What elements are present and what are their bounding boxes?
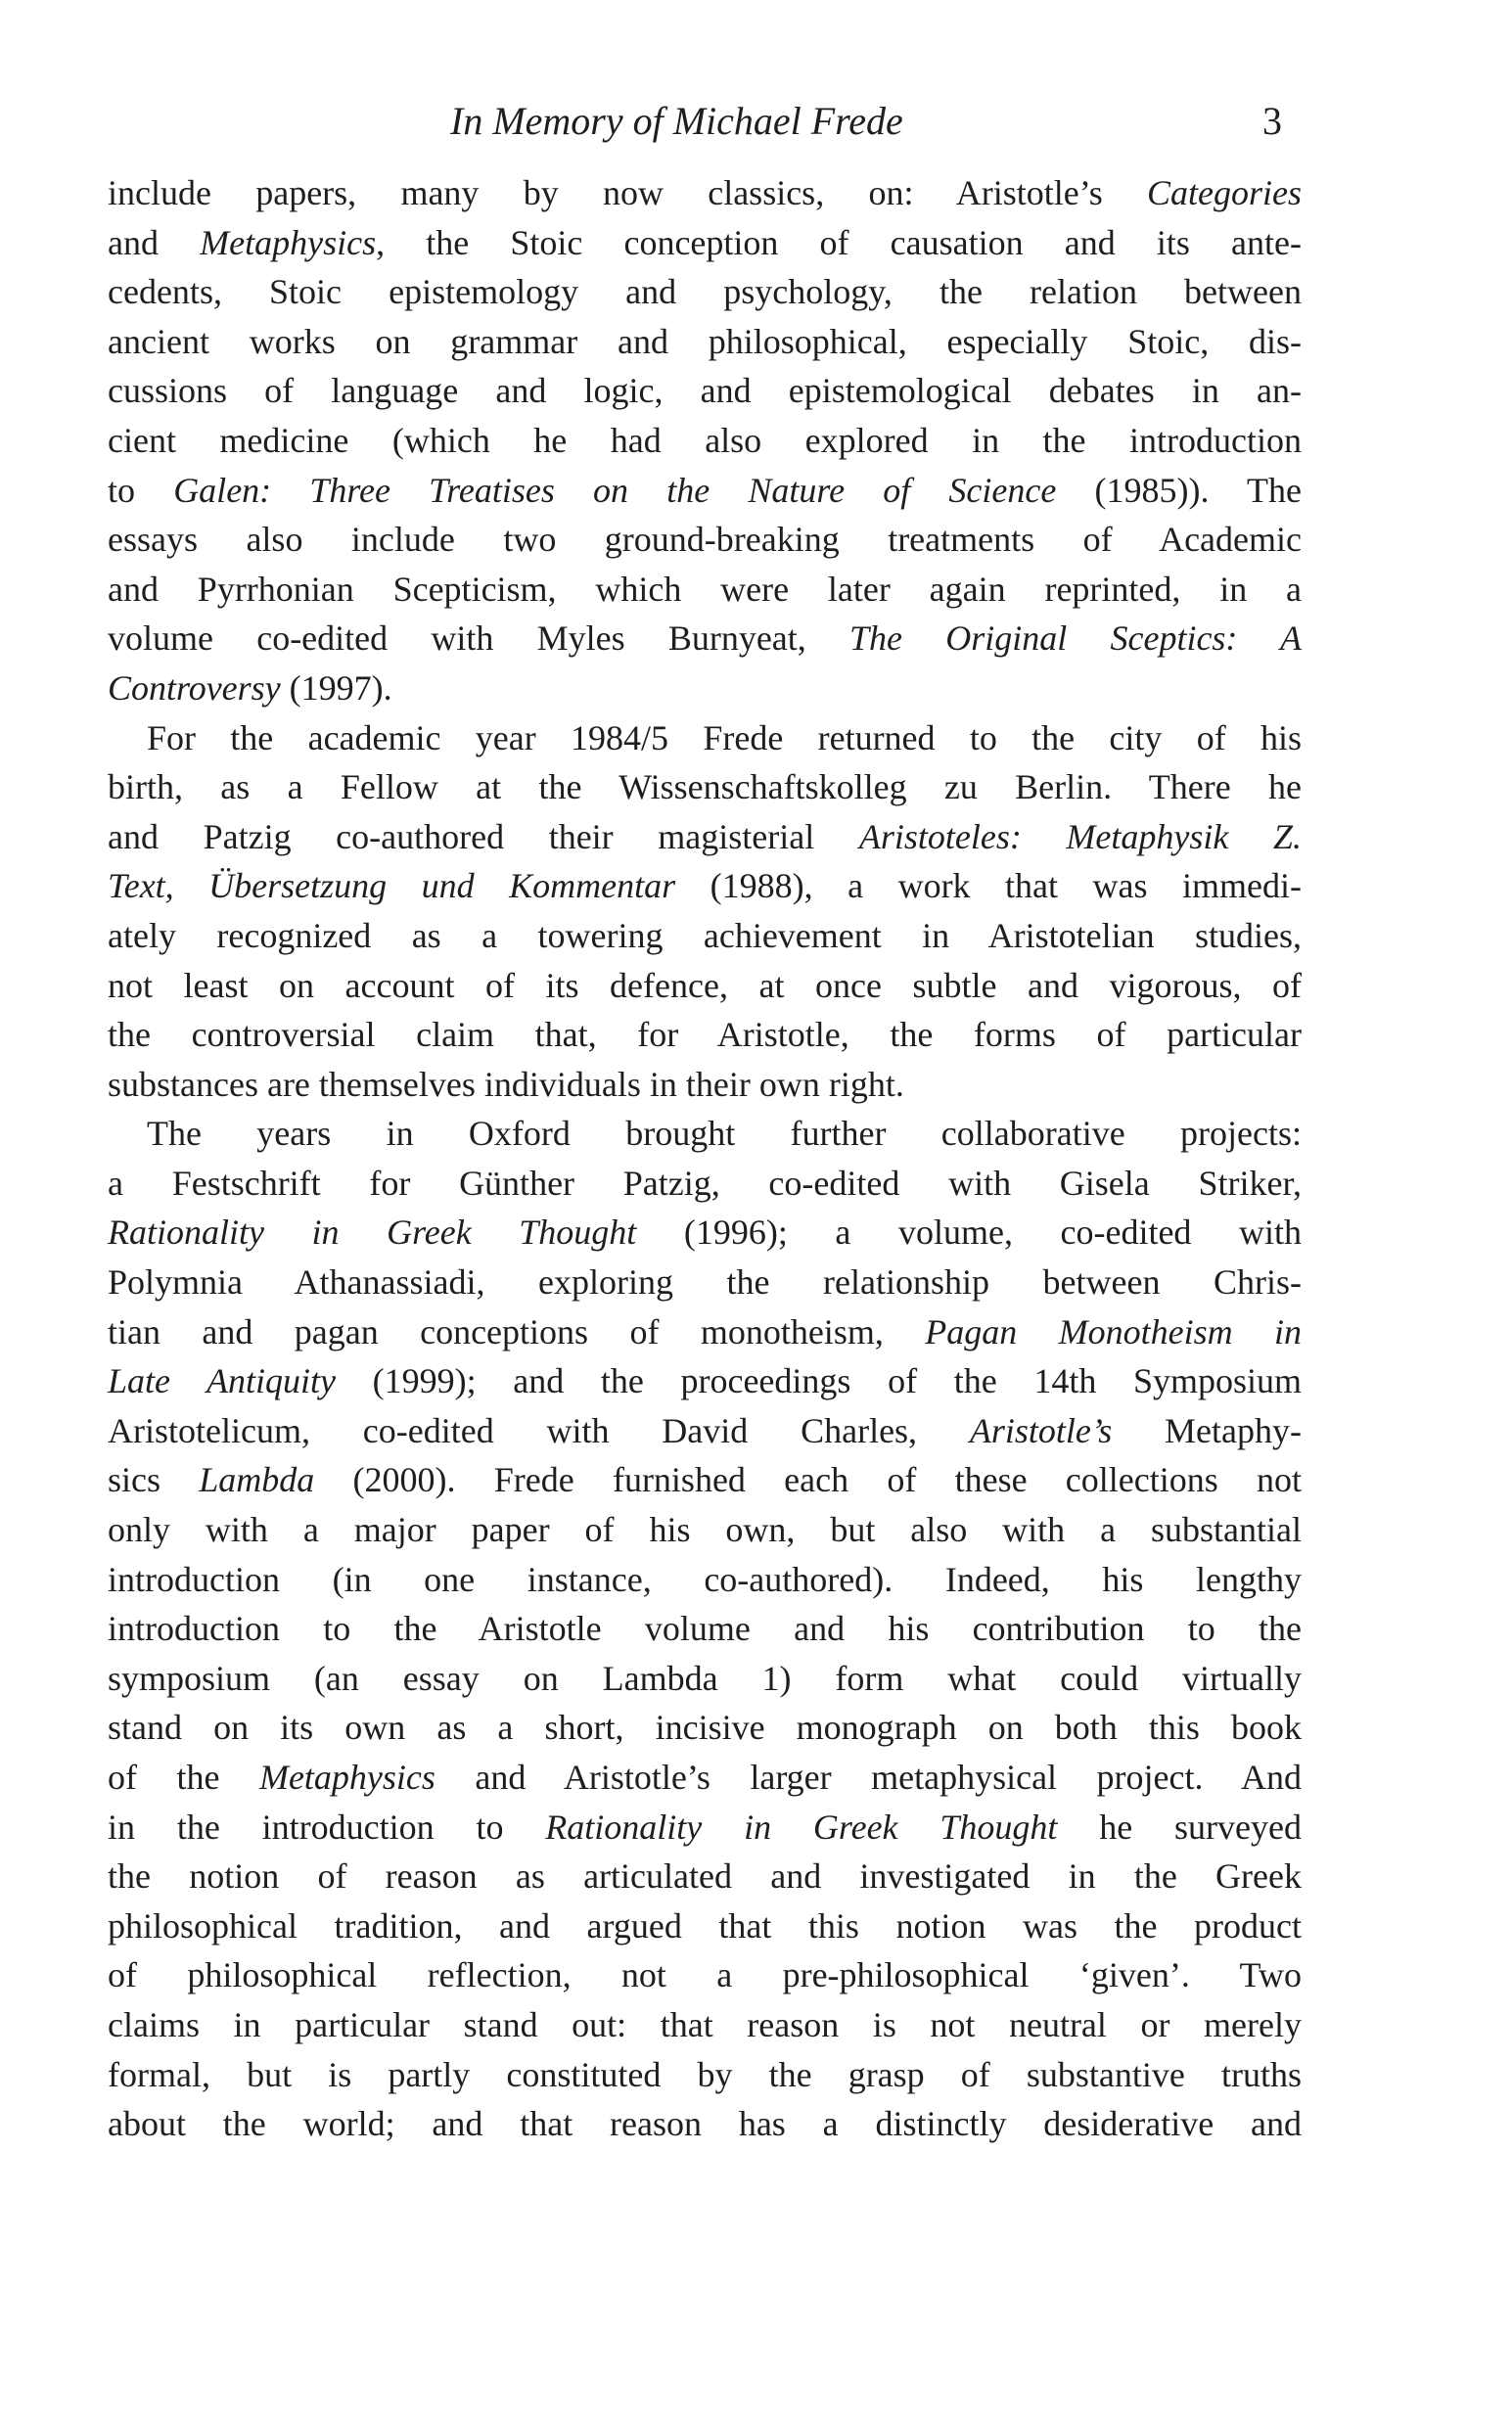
text-segment: sics bbox=[108, 1460, 200, 1500]
text-segment: the notion of reason as articulated and investigated in the Greek bbox=[108, 1856, 1302, 1897]
text-line bbox=[108, 317, 1302, 367]
text-line bbox=[108, 861, 1302, 911]
text-segment: and Aristotle’s larger metaphysical project. And bbox=[435, 1758, 1302, 1797]
text-segment: volume co-edited with Myles Burnyeat, bbox=[108, 618, 850, 659]
text-line bbox=[108, 614, 1302, 664]
text-line bbox=[108, 2000, 1302, 2050]
text-line bbox=[108, 762, 1302, 812]
page-header bbox=[0, 92, 1512, 151]
text-line bbox=[108, 1060, 1302, 1110]
text-line bbox=[108, 1950, 1302, 2000]
text-line bbox=[108, 565, 1302, 615]
page-number: 3 bbox=[1262, 99, 1282, 143]
text-segment: substances are themselves individuals in their own right. bbox=[108, 1064, 904, 1104]
text-segment: (1999); and the proceedings of the 14th Symposium bbox=[335, 1361, 1303, 1401]
text-segment: Aristotelicum, co-edited with David Charles, bbox=[108, 1410, 970, 1450]
text-line bbox=[108, 1654, 1302, 1704]
text-segment: cussions of language and logic, and epistemological debates in an- bbox=[108, 371, 1302, 411]
text-line bbox=[108, 1406, 1302, 1456]
text-line bbox=[108, 2050, 1302, 2100]
text-line bbox=[108, 713, 1302, 763]
italic-text: The Original Sceptics: A bbox=[849, 618, 1302, 659]
text-line bbox=[108, 1703, 1302, 1753]
italic-text: Aristoteles: Metaphysik Z. bbox=[858, 816, 1302, 856]
text-line bbox=[108, 812, 1302, 862]
text-segment: introduction (in one instance, co-authored). Indeed, his lengthy bbox=[108, 1559, 1302, 1599]
text-line bbox=[108, 168, 1302, 218]
text-line bbox=[108, 1753, 1302, 1803]
text-segment: and Patzig co-authored their magisterial bbox=[108, 816, 859, 856]
text-segment: introduction to the Aristotle volume and his contribution to the bbox=[108, 1609, 1302, 1649]
text-line bbox=[108, 1555, 1302, 1605]
text-line bbox=[108, 1307, 1302, 1357]
italic-text: Galen: Three Treatises on the Nature of Science bbox=[173, 470, 1057, 510]
text-segment: (1996); a volume, co-edited with bbox=[636, 1213, 1302, 1253]
italic-text: Metaphysics bbox=[258, 1758, 435, 1797]
text-segment: tian and pagan conceptions of monotheism, bbox=[108, 1311, 926, 1351]
italic-text: Categories bbox=[1147, 173, 1302, 212]
text-segment: in the introduction to bbox=[108, 1807, 546, 1847]
text-line bbox=[108, 1109, 1302, 1159]
text-line bbox=[108, 1258, 1302, 1307]
text-segment: and bbox=[108, 222, 201, 262]
body-text bbox=[108, 168, 1302, 2149]
text-segment: claims in particular stand out: that reason is not neutral or merely bbox=[108, 2004, 1302, 2044]
text-line bbox=[108, 466, 1302, 516]
text-segment: of the bbox=[108, 1758, 259, 1797]
text-segment: only with a major paper of his own, but also with a substantial bbox=[108, 1510, 1302, 1550]
italic-text: Text, Übersetzung und Kommentar bbox=[108, 866, 676, 906]
text-segment: (1985)). The bbox=[1056, 470, 1302, 510]
text-segment: Metaphy- bbox=[1112, 1410, 1302, 1450]
text-segment: ancient works on grammar and philosophical, especially Stoic, dis- bbox=[108, 321, 1302, 361]
text-line bbox=[108, 1803, 1302, 1853]
text-line bbox=[108, 2099, 1302, 2149]
italic-text: Lambda bbox=[199, 1460, 315, 1500]
text-line bbox=[108, 366, 1302, 416]
text-line bbox=[108, 267, 1302, 317]
text-line bbox=[108, 1455, 1302, 1505]
text-segment: to bbox=[108, 470, 174, 510]
italic-text: Rationality in Greek Thought bbox=[108, 1213, 637, 1253]
text-segment: about the world; and that reason has a distinctly desiderative and bbox=[108, 2104, 1302, 2144]
text-line bbox=[108, 1208, 1302, 1258]
text-line bbox=[108, 911, 1302, 961]
text-line bbox=[108, 1505, 1302, 1555]
text-segment: cedents, Stoic epistemology and psychology, the relation between bbox=[108, 272, 1302, 312]
text-segment: (2000). Frede furnished each of these collections not bbox=[314, 1460, 1302, 1500]
italic-text: Late Antiquity bbox=[108, 1361, 336, 1401]
text-line bbox=[108, 1356, 1302, 1406]
text-line bbox=[108, 1159, 1302, 1209]
text-segment: Polymnia Athanassiadi, exploring the relationship between Chris- bbox=[108, 1262, 1302, 1303]
italic-text: Rationality in Greek Thought bbox=[545, 1807, 1058, 1847]
text-segment: include papers, many by now classics, on: Aristotle’s bbox=[108, 173, 1147, 212]
text-segment: birth, as a Fellow at the Wissenschaftskolleg zu Berlin. There he bbox=[108, 767, 1302, 807]
text-segment: of philosophical reflection, not a pre-philosophical ‘given’. Two bbox=[108, 1955, 1302, 1995]
text-segment: ately recognized as a towering achievement in Aristotelian studies, bbox=[108, 915, 1302, 955]
text-segment: and Pyrrhonian Scepticism, which were later again reprinted, in a bbox=[108, 569, 1302, 609]
text-line bbox=[108, 1604, 1302, 1654]
text-segment: he surveyed bbox=[1057, 1807, 1302, 1847]
text-line bbox=[108, 515, 1302, 565]
text-line bbox=[108, 1852, 1302, 1901]
text-line bbox=[108, 416, 1302, 466]
text-segment: (1997). bbox=[280, 667, 392, 708]
italic-text: Aristotle’s bbox=[969, 1410, 1113, 1450]
text-segment: not least on account of its defence, at once subtle and vigorous, of bbox=[108, 965, 1302, 1005]
italic-text: Metaphysics bbox=[200, 222, 377, 262]
text-segment: (1988), a work that was immedi- bbox=[675, 866, 1302, 906]
text-segment: cient medicine (which he had also explored in the introduction bbox=[108, 420, 1302, 460]
text-line bbox=[108, 1901, 1302, 1951]
text-line bbox=[108, 961, 1302, 1011]
text-segment: symposium (an essay on Lambda 1) form what could virtually bbox=[108, 1658, 1302, 1698]
text-segment: formal, but is partly constituted by the grasp of substantive truths bbox=[108, 2054, 1302, 2094]
running-head: In Memory of Michael Frede bbox=[450, 99, 903, 143]
italic-text: Controversy bbox=[108, 667, 281, 708]
text-line bbox=[108, 218, 1302, 268]
italic-text: Pagan Monotheism in bbox=[925, 1311, 1302, 1351]
text-segment: essays also include two ground-breaking treatments of Academic bbox=[108, 520, 1302, 560]
text-segment: a Festschrift for Günther Patzig, co-edited with Gisela Striker, bbox=[108, 1163, 1302, 1203]
text-segment: The years in Oxford brought further collaborative projects: bbox=[147, 1114, 1302, 1154]
text-segment: philosophical tradition, and argued that this notion was the product bbox=[108, 1905, 1302, 1946]
text-segment: For the academic year 1984/5 Frede returned to the city of his bbox=[147, 717, 1302, 757]
text-segment: , the Stoic conception of causation and its ante- bbox=[376, 222, 1302, 262]
text-line bbox=[108, 664, 1302, 713]
text-segment: stand on its own as a short, incisive monograph on both this book bbox=[108, 1708, 1302, 1748]
text-line bbox=[108, 1010, 1302, 1060]
text-segment: the controversial claim that, for Aristotle, the forms of particular bbox=[108, 1015, 1302, 1055]
